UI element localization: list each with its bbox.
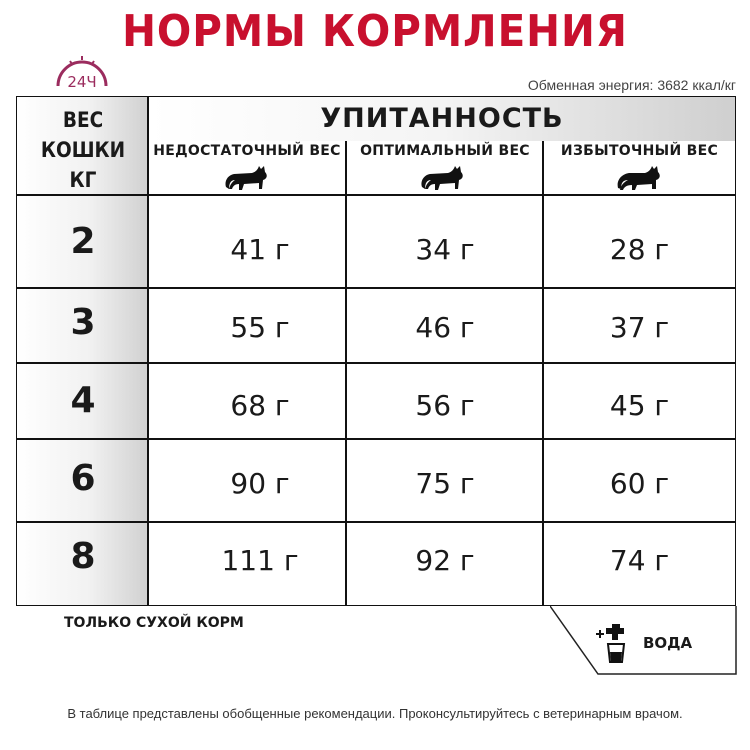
grid-line <box>17 194 735 196</box>
table-cell: 41 г <box>230 233 290 266</box>
row-weight: 4 <box>70 380 96 421</box>
clock-badge-text: 24Ч <box>67 73 97 91</box>
weight-header <box>25 105 141 195</box>
grid-line <box>17 521 735 523</box>
feeding-table <box>16 96 736 606</box>
table-cell: 60 г <box>609 467 670 500</box>
cat-icon <box>615 163 665 193</box>
table-cell: 55 г <box>230 311 290 344</box>
table-cell: 68 г <box>230 389 290 422</box>
disclaimer-note: В таблице представлены обобщенные рекомендации. Проконсультируйтесь с ветеринарным врачом. <box>67 706 683 721</box>
table-cell: 46 г <box>415 311 475 344</box>
nutrition-header: УПИТАННОСТЬ <box>320 103 564 134</box>
col-header-overweight: ИЗБЫТОЧНЫЙ ВЕС <box>560 143 719 159</box>
page-title: НОРМЫ КОРМЛЕНИЯ <box>122 6 628 57</box>
table-cell: 37 г <box>609 311 670 344</box>
col-header-underweight: НЕДОСТАТОЧНЫЙ ВЕС <box>153 143 341 159</box>
grid-line <box>17 362 735 364</box>
col-header-optimal: ОПТИМАЛЬНЫЙ ВЕС <box>360 143 530 159</box>
row-weight: 6 <box>70 458 96 499</box>
table-cell: 28 г <box>609 233 670 266</box>
table-cell: 90 г <box>230 467 290 500</box>
dry-food-only-label: ТОЛЬКО СУХОЙ КОРМ <box>64 615 244 631</box>
grid-line <box>147 97 149 605</box>
table-cell: 56 г <box>415 389 475 422</box>
row-weight: 2 <box>70 221 96 262</box>
table-cell: 111 г <box>221 544 299 577</box>
table-cell: 92 г <box>415 544 475 577</box>
table-cell: 34 г <box>415 233 475 266</box>
grid-line <box>17 438 735 440</box>
table-cell: 45 г <box>609 389 670 422</box>
grid-line <box>17 287 735 289</box>
water-faucet-icon <box>596 624 624 662</box>
weight-header-line: ВЕС <box>62 108 104 132</box>
grid-line <box>345 141 347 605</box>
table-cell: 74 г <box>609 544 670 577</box>
grid-line <box>542 141 544 605</box>
energy-info: Обменная энергия: 3682 ккал/кг <box>527 77 736 93</box>
row-weight: 3 <box>70 302 96 343</box>
water-label: ВОДА <box>643 634 693 652</box>
clock-icon <box>54 54 114 98</box>
table-cell: 75 г <box>415 467 475 500</box>
weight-header-line: КОШКИ <box>40 138 126 162</box>
weight-header-line: КГ <box>69 168 97 192</box>
cat-icon <box>418 163 468 193</box>
row-weight: 8 <box>70 536 96 577</box>
cat-icon <box>222 163 272 193</box>
